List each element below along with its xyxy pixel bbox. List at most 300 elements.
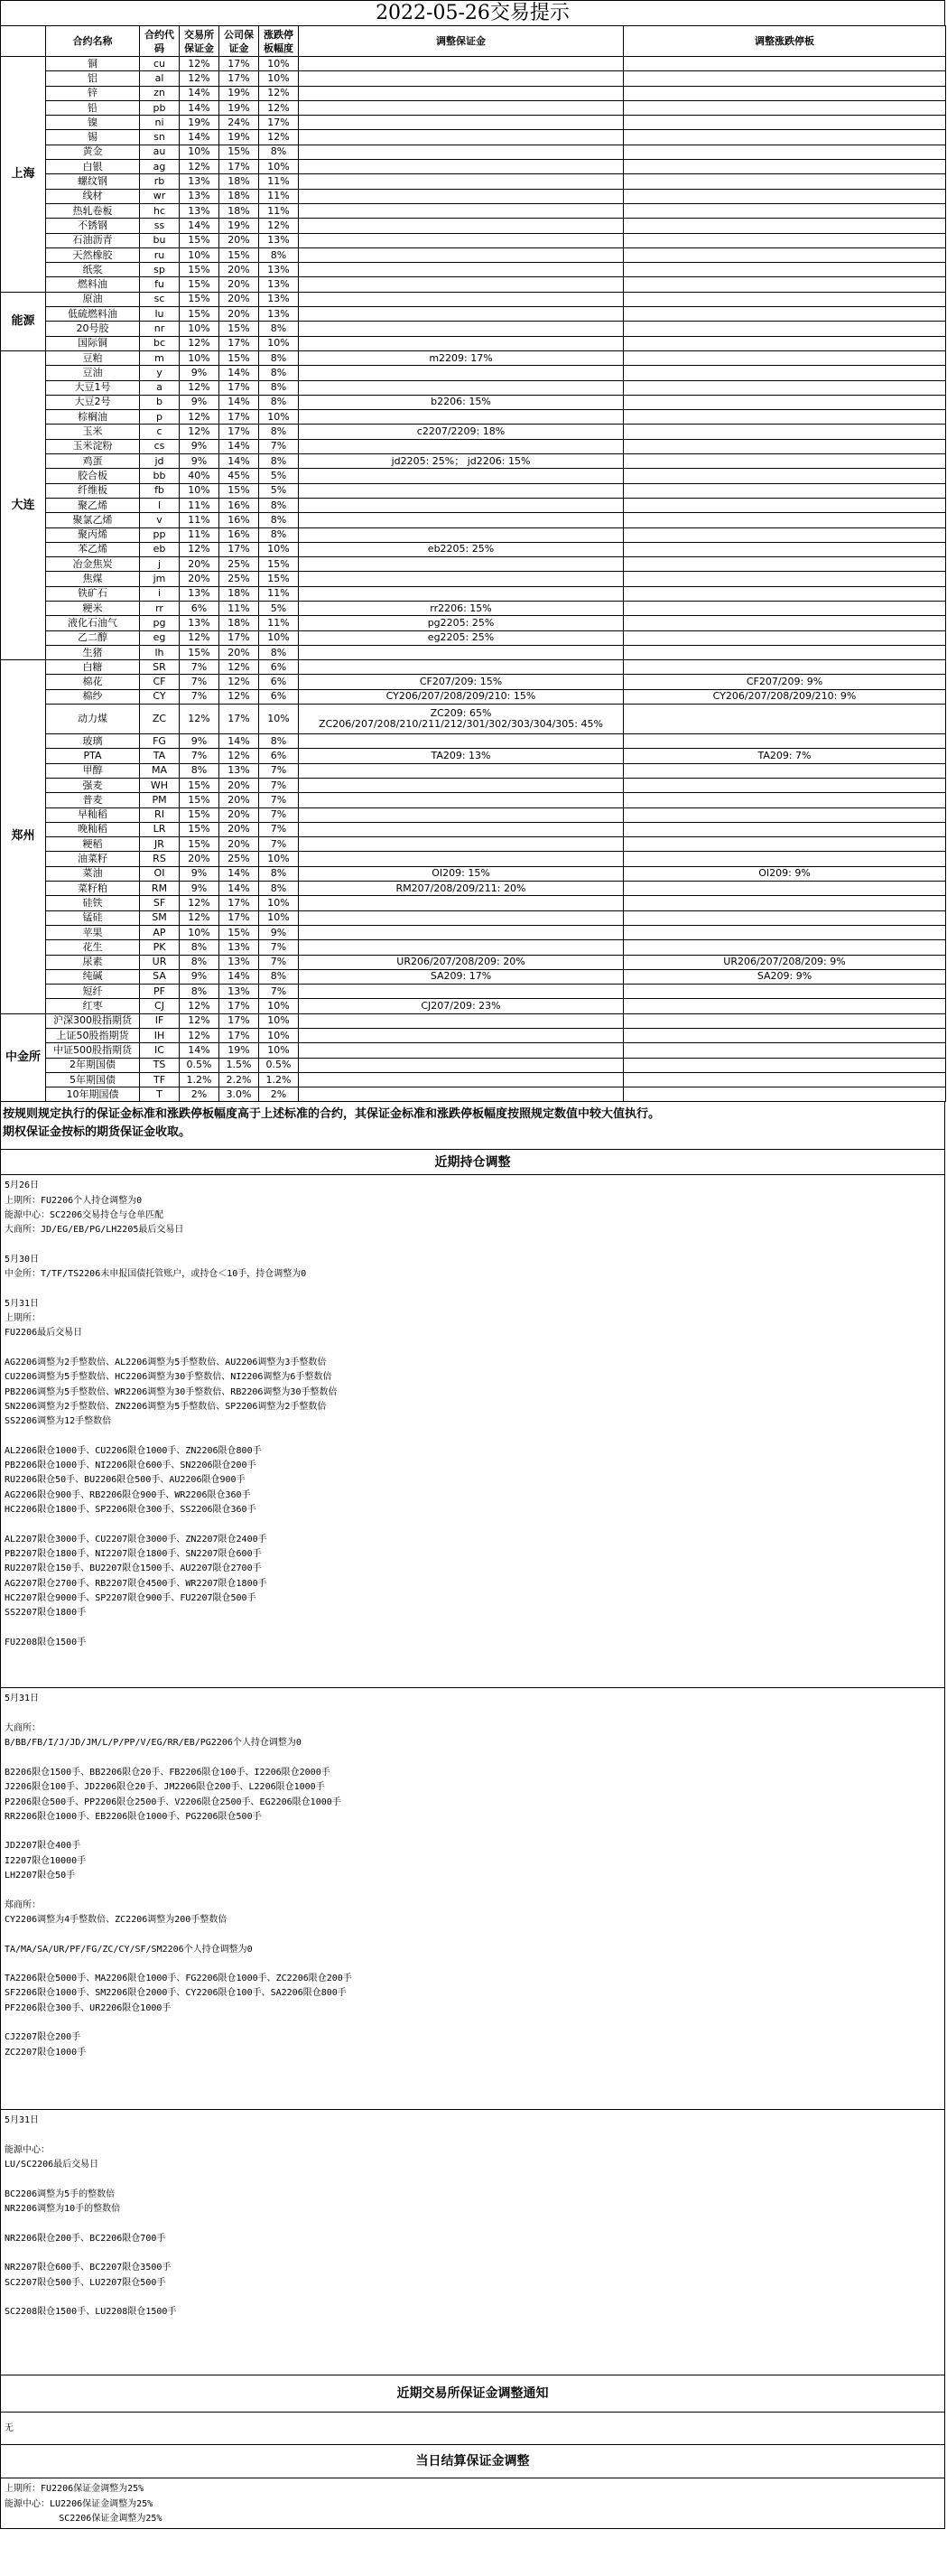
contract-name-cell: 豆粕 (46, 350, 140, 365)
company-margin-cell: 19% (219, 86, 259, 100)
adjusted-limit-cell (624, 793, 946, 807)
exchange-margin-cell: 9% (180, 882, 219, 896)
company-margin-cell: 20% (219, 292, 259, 306)
adjusted-margin-cell (299, 1058, 624, 1072)
table-row (1, 410, 946, 425)
exchange-margin-cell: 0.5% (180, 1058, 219, 1072)
price-limit-cell: 6% (259, 675, 299, 689)
company-margin-cell: 20% (219, 822, 259, 836)
company-margin-cell: 19% (219, 130, 259, 145)
adjusted-limit-cell (624, 763, 946, 778)
contract-code-cell: TF (140, 1072, 180, 1087)
price-limit-cell: 10% (259, 160, 299, 174)
contract-code-cell: SF (140, 896, 180, 910)
exchange-margin-cell: 20% (180, 572, 219, 586)
adjusted-limit-cell (624, 542, 946, 556)
contract-code-cell: y (140, 366, 180, 380)
table-row (1, 277, 946, 292)
table-row (1, 866, 946, 881)
contract-name-cell: 棉花 (46, 675, 140, 689)
table-row (1, 513, 946, 527)
exchange-margin-cell: 10% (180, 322, 219, 336)
company-margin-cell: 14% (219, 969, 259, 984)
table-row (1, 837, 946, 852)
adjusted-margin-cell: UR206/207/208/209: 20% (299, 955, 624, 969)
adjusted-limit-cell: CY206/207/208/209/210: 9% (624, 689, 946, 704)
table-row (1, 572, 946, 586)
adjusted-margin-cell: m2209: 17% (299, 350, 624, 365)
price-limit-cell: 10% (259, 410, 299, 425)
company-margin-cell: 18% (219, 586, 259, 601)
adjusted-limit-cell (624, 527, 946, 542)
price-limit-cell: 13% (259, 233, 299, 247)
company-margin-cell: 17% (219, 999, 259, 1013)
adjusted-limit-cell (624, 705, 946, 734)
adjusted-margin-cell (299, 189, 624, 203)
adjusted-margin-cell: b2206: 15% (299, 395, 624, 409)
price-limit-cell: 12% (259, 130, 299, 145)
exchange-margin-cell: 12% (180, 705, 219, 734)
company-margin-cell: 20% (219, 807, 259, 822)
adjusted-limit-cell (624, 203, 946, 218)
contract-code-cell: a (140, 380, 180, 395)
adjusted-margin-cell (299, 837, 624, 852)
company-margin-cell: 18% (219, 203, 259, 218)
company-margin-cell: 14% (219, 866, 259, 881)
table-row (1, 350, 946, 365)
adjusted-margin-cell: RM207/208/209/211: 20% (299, 882, 624, 896)
company-margin-cell: 20% (219, 307, 259, 322)
price-limit-cell: 13% (259, 307, 299, 322)
contract-code-cell: sc (140, 292, 180, 306)
table-row (1, 675, 946, 689)
adjusted-margin-cell (299, 985, 624, 999)
exchange-margin-cell: 20% (180, 852, 219, 866)
table-row (1, 1058, 946, 1072)
table-row (1, 763, 946, 778)
adjusted-margin-cell: eg2205: 25% (299, 630, 624, 645)
contract-code-cell: MA (140, 763, 180, 778)
exchange-margin-cell: 9% (180, 969, 219, 984)
company-margin-cell: 15% (219, 322, 259, 336)
contract-name-cell: 聚氯乙烯 (46, 513, 140, 527)
company-margin-cell: 14% (219, 366, 259, 380)
contract-code-cell: ag (140, 160, 180, 174)
contract-name-cell: 油菜籽 (46, 852, 140, 866)
adjusted-margin-cell (299, 498, 624, 512)
adjusted-limit-cell (624, 985, 946, 999)
adjusted-margin-cell (299, 292, 624, 306)
exchange-margin-cell: 11% (180, 527, 219, 542)
contract-name-cell: 国际铜 (46, 336, 140, 350)
contract-name-cell: 白银 (46, 160, 140, 174)
table-header-row (1, 26, 946, 57)
contract-name-cell: 铜 (46, 57, 140, 71)
price-limit-cell: 10% (259, 542, 299, 556)
contract-code-cell: RM (140, 882, 180, 896)
company-margin-cell: 15% (219, 350, 259, 365)
price-limit-cell: 6% (259, 689, 299, 704)
adjusted-margin-cell: eb2205: 25% (299, 542, 624, 556)
adjusted-limit-cell (624, 454, 946, 469)
contract-name-cell: 普麦 (46, 793, 140, 807)
company-margin-cell: 3.0% (219, 1087, 259, 1102)
price-limit-cell: 13% (259, 263, 299, 277)
adjusted-limit-cell (624, 395, 946, 409)
price-limit-cell: 8% (259, 882, 299, 896)
daily-settlement-content: 上期所：FU2206保证金调整为25% 能源中心：LU2206保证金调整为25% SC2206保证金调整为25% (0, 2478, 945, 2529)
table-row (1, 145, 946, 159)
exchange-margin-cell: 19% (180, 116, 219, 130)
contract-code-cell: pg (140, 616, 180, 630)
exchange-margin-notice-title: 近期交易所保证金调整通知 (0, 2375, 945, 2413)
adjusted-margin-cell (299, 439, 624, 453)
table-row (1, 910, 946, 925)
price-limit-cell: 8% (259, 498, 299, 512)
table-row (1, 925, 946, 939)
price-limit-cell: 12% (259, 86, 299, 100)
adjusted-limit-cell (624, 498, 946, 512)
contract-code-cell: jm (140, 572, 180, 586)
adjusted-limit-cell (624, 852, 946, 866)
adjusted-margin-cell: pg2205: 25% (299, 616, 624, 630)
table-header-cell: 合约名称 (46, 26, 140, 57)
adjusted-limit-cell (624, 557, 946, 572)
adjusted-limit-cell (624, 837, 946, 852)
adjusted-limit-cell (624, 350, 946, 365)
adjusted-margin-cell (299, 1029, 624, 1043)
price-limit-cell: 13% (259, 292, 299, 306)
exchange-margin-cell: 15% (180, 233, 219, 247)
contract-name-cell: 乙二醇 (46, 630, 140, 645)
company-margin-cell: 17% (219, 380, 259, 395)
contract-code-cell: au (140, 145, 180, 159)
exchange-margin-cell: 6% (180, 601, 219, 615)
contract-name-cell: 玉米 (46, 425, 140, 439)
contract-code-cell: al (140, 71, 180, 86)
adjusted-margin-cell (299, 174, 624, 189)
table-row (1, 630, 946, 645)
adjusted-limit-cell (624, 469, 946, 483)
contract-name-cell: 燃料油 (46, 277, 140, 292)
contract-name-cell: 聚丙烯 (46, 527, 140, 542)
company-margin-cell: 17% (219, 542, 259, 556)
table-row (1, 586, 946, 601)
company-margin-cell: 17% (219, 425, 259, 439)
price-limit-cell: 8% (259, 527, 299, 542)
contract-code-cell: hc (140, 203, 180, 218)
contract-code-cell: CF (140, 675, 180, 689)
table-header-cell: 调整保证金 (299, 26, 624, 57)
page-title: 2022-05-26交易提示 (0, 0, 945, 25)
contract-name-cell: 铝 (46, 71, 140, 86)
price-limit-cell: 11% (259, 174, 299, 189)
exchange-margin-cell: 15% (180, 292, 219, 306)
adjusted-limit-cell (624, 734, 946, 749)
adjusted-limit-cell (624, 778, 946, 792)
contract-name-cell: 早籼稻 (46, 807, 140, 822)
adjusted-limit-cell (624, 807, 946, 822)
exchange-margin-cell: 12% (180, 1029, 219, 1043)
adjusted-margin-cell (299, 410, 624, 425)
contract-code-cell: IF (140, 1013, 180, 1028)
price-limit-cell: 8% (259, 645, 299, 659)
adjusted-margin-cell (299, 263, 624, 277)
contract-code-cell: SA (140, 969, 180, 984)
company-margin-cell: 14% (219, 454, 259, 469)
adjusted-margin-cell (299, 233, 624, 247)
table-row (1, 247, 946, 262)
company-margin-cell: 13% (219, 940, 259, 955)
contract-name-cell: 焦煤 (46, 572, 140, 586)
contract-code-cell: T (140, 1087, 180, 1102)
table-row (1, 601, 946, 615)
table-row (1, 852, 946, 866)
company-margin-cell: 14% (219, 395, 259, 409)
adjusted-limit-cell (624, 1058, 946, 1072)
contract-name-cell: 热轧卷板 (46, 203, 140, 218)
table-row (1, 807, 946, 822)
exchange-margin-cell: 11% (180, 513, 219, 527)
exchange-margin-cell: 12% (180, 160, 219, 174)
adjusted-margin-cell (299, 1072, 624, 1087)
adjusted-limit-cell (624, 380, 946, 395)
price-limit-cell: 11% (259, 203, 299, 218)
contract-name-cell: 强麦 (46, 778, 140, 792)
contract-code-cell: ni (140, 116, 180, 130)
company-margin-cell: 14% (219, 439, 259, 453)
exchange-margin-cell: 9% (180, 395, 219, 409)
adjusted-limit-cell (624, 160, 946, 174)
company-margin-cell: 19% (219, 1043, 259, 1058)
adjusted-limit-cell (624, 247, 946, 262)
exchange-margin-cell: 13% (180, 203, 219, 218)
table-row (1, 366, 946, 380)
exchange-margin-cell: 10% (180, 483, 219, 498)
price-limit-cell: 17% (259, 116, 299, 130)
company-margin-cell: 13% (219, 955, 259, 969)
company-margin-cell: 11% (219, 601, 259, 615)
company-margin-cell: 17% (219, 1013, 259, 1028)
adjusted-limit-cell (624, 822, 946, 836)
contract-code-cell: sn (140, 130, 180, 145)
company-margin-cell: 12% (219, 660, 259, 675)
contract-name-cell: 甲醇 (46, 763, 140, 778)
contract-code-cell: cu (140, 57, 180, 71)
exchange-cell: 大连 (1, 350, 46, 659)
price-limit-cell: 10% (259, 630, 299, 645)
adjusted-limit-cell (624, 660, 946, 675)
company-margin-cell: 17% (219, 910, 259, 925)
table-row (1, 645, 946, 659)
table-row (1, 793, 946, 807)
adjusted-margin-cell (299, 734, 624, 749)
exchange-margin-cell: 12% (180, 71, 219, 86)
adjusted-limit-cell (624, 1072, 946, 1087)
company-margin-cell: 24% (219, 116, 259, 130)
adjusted-limit-cell (624, 116, 946, 130)
contract-code-cell: jd (140, 454, 180, 469)
price-limit-cell: 0.5% (259, 1058, 299, 1072)
table-row (1, 439, 946, 453)
price-limit-cell: 8% (259, 513, 299, 527)
adjusted-margin-cell (299, 572, 624, 586)
table-row (1, 734, 946, 749)
price-limit-cell: 10% (259, 852, 299, 866)
adjusted-margin-cell (299, 925, 624, 939)
contract-code-cell: JR (140, 837, 180, 852)
exchange-margin-cell: 12% (180, 1013, 219, 1028)
contract-name-cell: 20号胶 (46, 322, 140, 336)
exchange-margin-cell: 15% (180, 807, 219, 822)
company-margin-cell: 17% (219, 57, 259, 71)
exchange-cell: 上海 (1, 57, 46, 293)
contract-name-cell: 生猪 (46, 645, 140, 659)
company-margin-cell: 16% (219, 527, 259, 542)
contract-code-cell: sp (140, 263, 180, 277)
exchange-margin-cell: 7% (180, 675, 219, 689)
contract-name-cell: 粳米 (46, 601, 140, 615)
contract-name-cell: 纯碱 (46, 969, 140, 984)
price-limit-cell: 11% (259, 586, 299, 601)
contract-name-cell: 大豆2号 (46, 395, 140, 409)
exchange-cell: 郑州 (1, 660, 46, 1014)
contract-code-cell: m (140, 350, 180, 365)
company-margin-cell: 25% (219, 557, 259, 572)
contract-code-cell: TS (140, 1058, 180, 1072)
adjusted-limit-cell (624, 999, 946, 1013)
exchange-margin-cell: 7% (180, 660, 219, 675)
contract-name-cell: 中证500股指期货 (46, 1043, 140, 1058)
table-row (1, 527, 946, 542)
table-row (1, 542, 946, 556)
contract-name-cell: 大豆1号 (46, 380, 140, 395)
table-header-cell: 公司保证金 (219, 26, 259, 57)
table-row (1, 660, 946, 675)
table-row (1, 100, 946, 115)
table-row (1, 469, 946, 483)
table-row (1, 999, 946, 1013)
adjusted-margin-cell (299, 778, 624, 792)
contract-code-cell: FG (140, 734, 180, 749)
adjusted-limit-cell (624, 174, 946, 189)
contract-code-cell: bb (140, 469, 180, 483)
adjusted-limit-cell (624, 145, 946, 159)
exchange-margin-cell: 15% (180, 793, 219, 807)
adjusted-margin-cell (299, 380, 624, 395)
company-margin-cell: 15% (219, 247, 259, 262)
contract-name-cell: 鸡蛋 (46, 454, 140, 469)
company-margin-cell: 18% (219, 616, 259, 630)
adjusted-margin-cell (299, 322, 624, 336)
adjusted-margin-cell (299, 1013, 624, 1028)
adjusted-margin-cell (299, 557, 624, 572)
contract-code-cell: AP (140, 925, 180, 939)
company-margin-cell: 16% (219, 513, 259, 527)
daily-settlement-title: 当日结算保证金调整 (0, 2445, 945, 2478)
adjusted-margin-cell (299, 910, 624, 925)
price-limit-cell: 8% (259, 380, 299, 395)
exchange-margin-cell: 1.2% (180, 1072, 219, 1087)
contract-code-cell: l (140, 498, 180, 512)
adjusted-limit-cell (624, 219, 946, 233)
company-margin-cell: 19% (219, 219, 259, 233)
adjusted-limit-cell (624, 1029, 946, 1043)
company-margin-cell: 17% (219, 630, 259, 645)
contract-code-cell: ZC (140, 705, 180, 734)
exchange-margin-cell: 12% (180, 999, 219, 1013)
contract-code-cell: v (140, 513, 180, 527)
adjusted-margin-cell (299, 366, 624, 380)
contract-name-cell: 石油沥青 (46, 233, 140, 247)
table-row (1, 130, 946, 145)
exchange-margin-cell: 40% (180, 469, 219, 483)
price-limit-cell: 10% (259, 71, 299, 86)
contract-name-cell: 棉纱 (46, 689, 140, 704)
contract-code-cell: PM (140, 793, 180, 807)
exchange-margin-cell: 12% (180, 410, 219, 425)
margin-table (0, 25, 946, 1102)
price-limit-cell: 10% (259, 705, 299, 734)
price-limit-cell: 8% (259, 969, 299, 984)
exchange-margin-cell: 8% (180, 985, 219, 999)
contract-name-cell: 晚籼稻 (46, 822, 140, 836)
price-limit-cell: 11% (259, 189, 299, 203)
contract-name-cell: PTA (46, 749, 140, 763)
position-block-1: 5月26日 上期所：FU2206个人持仓调整为0 能源中心：SC2206交易持仓与仓单匹配 大商所：JD/EG/EB/PG/LH2205最后交易日 5月30日 中金所：T/TF/TS2206未申报国债托管账户，或持仓＜10手，持仓调整为0 5月31日 上期所： FU2206最后交易日 AG2206调整为2手整数倍、AL2206调整为5手整数倍、AU2206调整为3手整数倍 CU2206调整为5手整数倍、HC2206调整为30手整数倍、NI2206调整为6手整数倍 PB2206调整为5手整数倍、WR2206调整为30手整数倍、RB2206调整为30手整数倍 SN2206调整为2手整数倍、ZN2206调整为5手整数倍、SP2206调整为2手整数倍 SS2206调整为12手整数倍 AL2206限仓1000手、CU2206限仓1000手、ZN2206限仓800手 PB2206限仓1000手、NI2206限仓600手、SN2206限仓200手 RU2206限仓50手、BU2206限仓500手、AU2206限仓900手 AG2206限仓900手、RB2206限仓900手、WR2206限仓360手 HC2206限仓1800手、SP2206限仓300手、SS2206限仓360手 AL2207限仓3000手、CU2207限仓3000手、ZN2207限仓2400手 PB2207限仓1800手、NI2207限仓1800手、SN2207限仓600手 RU2207限仓150手、BU2207限仓1500手、AU2207限仓2700手 AG2207限仓2700手、RB2207限仓4500手、WR2207限仓1800手 HC2207限仓9000手、SP2207限仓900手、FU2207限仓500手 SS2207限仓1800手 FU2208限仓1500手 (0, 1175, 945, 1688)
exchange-margin-cell: 14% (180, 1043, 219, 1058)
price-limit-cell: 13% (259, 277, 299, 292)
contract-name-cell: 铅 (46, 100, 140, 115)
exchange-cell: 中金所 (1, 1013, 46, 1102)
contract-name-cell: 白糖 (46, 660, 140, 675)
contract-code-cell: RI (140, 807, 180, 822)
contract-code-cell: j (140, 557, 180, 572)
company-margin-cell: 16% (219, 498, 259, 512)
contract-name-cell: 黄金 (46, 145, 140, 159)
contract-name-cell: 低硫燃料油 (46, 307, 140, 322)
table-row (1, 1087, 946, 1102)
exchange-margin-cell: 13% (180, 586, 219, 601)
table-row (1, 322, 946, 336)
contract-code-cell: RS (140, 852, 180, 866)
company-margin-cell: 25% (219, 572, 259, 586)
table-row (1, 1072, 946, 1087)
table-row (1, 498, 946, 512)
price-limit-cell: 12% (259, 219, 299, 233)
adjusted-margin-cell (299, 660, 624, 675)
table-row (1, 749, 946, 763)
table-row (1, 454, 946, 469)
table-row (1, 189, 946, 203)
contract-name-cell: 沪深300股指期货 (46, 1013, 140, 1028)
company-margin-cell: 45% (219, 469, 259, 483)
company-margin-cell: 20% (219, 778, 259, 792)
company-margin-cell: 14% (219, 882, 259, 896)
adjusted-limit-cell: OI209: 9% (624, 866, 946, 881)
contract-name-cell: 菜油 (46, 866, 140, 881)
price-limit-cell: 8% (259, 425, 299, 439)
contract-code-cell: IH (140, 1029, 180, 1043)
price-limit-cell: 7% (259, 793, 299, 807)
price-limit-cell: 7% (259, 985, 299, 999)
adjusted-limit-cell (624, 425, 946, 439)
adjusted-margin-cell (299, 822, 624, 836)
exchange-margin-cell: 14% (180, 219, 219, 233)
exchange-margin-cell: 15% (180, 263, 219, 277)
adjusted-margin-cell (299, 86, 624, 100)
contract-code-cell: c (140, 425, 180, 439)
